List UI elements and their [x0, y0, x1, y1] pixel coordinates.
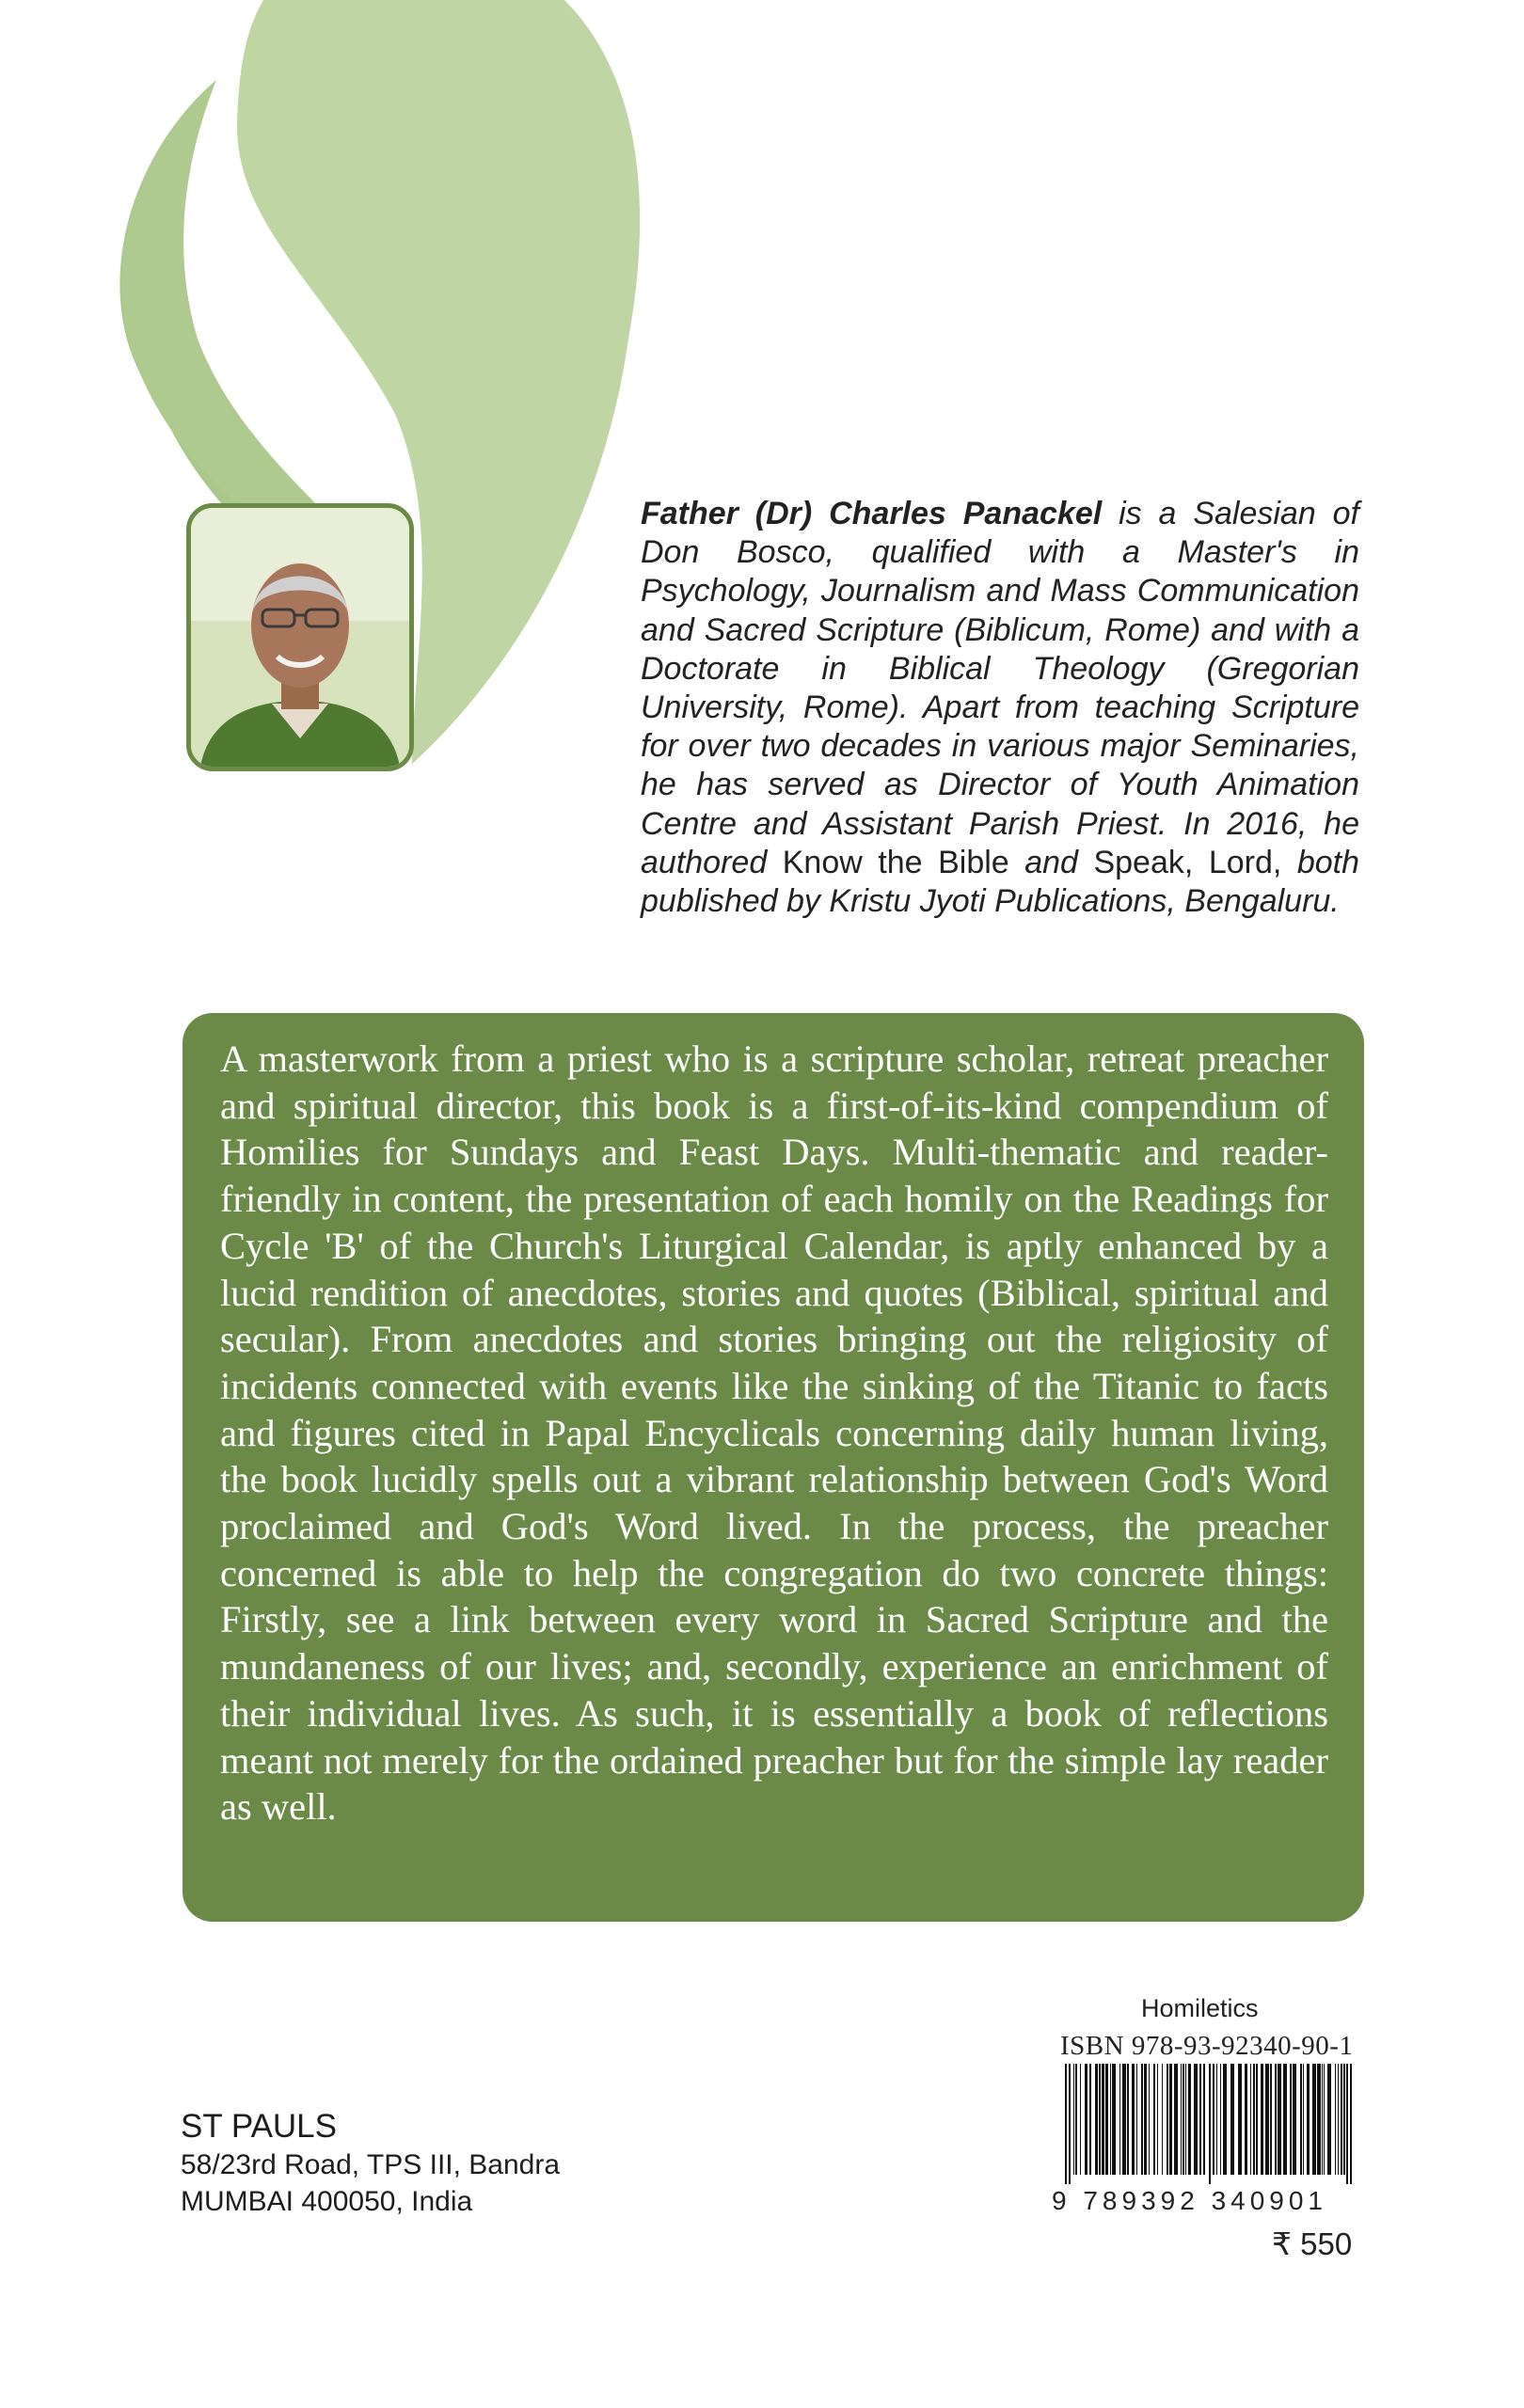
price-label: ₹ 550: [1272, 2226, 1353, 2261]
author-photo-illustration: [191, 508, 409, 767]
barcode-bar: [1245, 2064, 1247, 2175]
barcode-bar: [1220, 2064, 1221, 2175]
barcode-bar: [1250, 2064, 1251, 2175]
barcode-bar: [1324, 2064, 1325, 2175]
book-title-2: Speak, Lord,: [1093, 844, 1282, 880]
barcode-bar: [1322, 2064, 1323, 2175]
barcode-bar: [1213, 2064, 1214, 2175]
barcode-bar: [1102, 2064, 1104, 2175]
barcode-bar: [1290, 2064, 1292, 2175]
barcode-bar: [1174, 2064, 1178, 2175]
barcode-bar: [1283, 2064, 1287, 2175]
author-bio-paragraph: [641, 495, 1359, 921]
barcode-bar: [1216, 2064, 1217, 2175]
barcode-bar: [1157, 2064, 1158, 2175]
barcode-bar: [1293, 2064, 1296, 2175]
blurb-text: A masterwork from a priest who is a scripture scholar, retreat preacher and spiritual director, this book is a first-of-its-kind compendium of Homilies for Sundays and Feast Days. Multi-thematic and reader-friendly in content, the presentation of each homily on the Readings for Cycle 'B' of the Church's Liturgical Calendar, is aptly enhanced by a lucid rendition of anecdotes, stories and quotes (Biblical, spiritual and secular). From anecdotes and stories bringing out the religiosity of incidents connected with events like the sinking of the Titanic to facts and figures cited in Papal Encyclicals concerning daily human living, the book lucidly spells out a vibrant relationship between God's Word proclaimed and God's Word lived. In the process, the preacher concerned is able to help the congregation do two concrete things: Firstly, see a link between every word in Sacred Scripture and the mundaneness of our lives; and, secondly, experience an enrichment of their individual lives. As such, it is essentially a book of reflections meant not merely for the ordained preacher but for the simple lay reader as well.: [220, 1038, 1328, 1829]
barcode-bar: [1075, 2064, 1077, 2175]
barcode-bar: [1199, 2064, 1201, 2175]
barcode-bar: [1105, 2064, 1108, 2175]
barcode-bar: [1223, 2064, 1227, 2175]
barcode-bar: [1278, 2064, 1281, 2175]
author-portrait: [186, 503, 414, 771]
isbn-label: ISBN 978-93-92340-90-1: [1060, 2031, 1354, 2061]
barcode-bar: [1335, 2064, 1336, 2175]
author-name: Father (Dr) Charles Panackel: [641, 496, 1103, 531]
barcode-bar: [1327, 2064, 1331, 2175]
barcode-bar: [1149, 2064, 1150, 2175]
barcode-bar: [1095, 2064, 1098, 2175]
bio-text-1: is a Salesian of Don Bosco, qualified with a Master's in Psychology, Journalism and Mass Communication and Sacred Scripture (Biblicum, Rome) and with a Doctorate in Biblical Theology (Gregorian University, Rome). Apart from teaching Scripture for over two decades in various major Seminaries, he has served as Director of Youth Animation Centre and Assistant Parish Priest. In 2016, he authored: [641, 496, 1359, 880]
barcode-bar: [1144, 2064, 1147, 2175]
barcode-bar: [1203, 2064, 1205, 2175]
publisher-address: 58/23rd Road, TPS III, Bandra: [181, 2149, 561, 2180]
barcode-bar: [1341, 2064, 1342, 2175]
barcode-bar: [1275, 2064, 1277, 2175]
barcode-bar: [1188, 2064, 1191, 2175]
barcode-bar: [1317, 2064, 1321, 2175]
bio-text-2: and: [1008, 844, 1094, 880]
barcode-bar: [1253, 2064, 1255, 2175]
barcode-bar: [1127, 2064, 1129, 2175]
barcode-bar: [1350, 2064, 1352, 2184]
barcode: [1063, 2064, 1357, 2184]
barcode-bar: [1162, 2064, 1163, 2175]
publisher-name: ST PAULS: [181, 2108, 337, 2145]
barcode-bar: [1089, 2064, 1091, 2175]
barcode-bar: [1169, 2064, 1172, 2175]
bio-text-3: both published by Kristu Jyoti Publications, Bengaluru.: [641, 844, 1360, 920]
barcode-bar: [1346, 2064, 1348, 2184]
barcode-bar: [1122, 2064, 1126, 2175]
barcode-bar: [1338, 2064, 1339, 2175]
barcode-bar: [1185, 2064, 1186, 2175]
barcode-digits: 9 789392 340901: [1052, 2186, 1327, 2215]
barcode-bar: [1080, 2064, 1081, 2175]
publisher-city: MUMBAI 400050, India: [181, 2186, 473, 2217]
book-title-1: Know the Bible: [782, 844, 1009, 880]
barcode-bar: [1209, 2064, 1211, 2184]
category-label: Homiletics: [1141, 1994, 1259, 2022]
blurb-panel: [183, 1013, 1364, 1922]
barcode-bar: [1238, 2064, 1242, 2175]
barcode-bar: [1136, 2064, 1137, 2175]
barcode-bar: [1153, 2064, 1155, 2175]
barcode-bar: [1303, 2064, 1304, 2175]
barcode-bar: [1167, 2064, 1168, 2175]
barcode-bar: [1230, 2064, 1234, 2175]
barcode-bar: [1312, 2064, 1316, 2175]
barcode-bar: [1065, 2064, 1067, 2184]
barcode-bar: [1307, 2064, 1310, 2175]
barcode-bar: [1343, 2064, 1345, 2175]
barcode-bar: [1183, 2064, 1184, 2175]
barcode-bar: [1194, 2064, 1198, 2175]
barcode-bar: [1265, 2064, 1269, 2175]
barcode-bar: [1141, 2064, 1143, 2175]
barcode-bar: [1099, 2064, 1101, 2175]
author-bio: [641, 495, 1359, 921]
publisher-block: [181, 2107, 560, 2220]
barcode-bar: [1073, 2064, 1074, 2175]
barcode-bar: [1069, 2064, 1071, 2184]
barcode-bar: [1132, 2064, 1135, 2175]
barcode-bar: [1112, 2064, 1116, 2175]
barcode-bar: [1119, 2064, 1120, 2175]
barcode-bar: [1256, 2064, 1258, 2175]
barcode-bar: [1300, 2064, 1302, 2175]
barcode-bar: [1270, 2064, 1272, 2175]
barcode-bar: [1110, 2064, 1111, 2175]
barcode-bar: [1181, 2064, 1182, 2175]
barcode-bar: [1261, 2064, 1263, 2175]
barcode-bar: [1085, 2064, 1087, 2175]
